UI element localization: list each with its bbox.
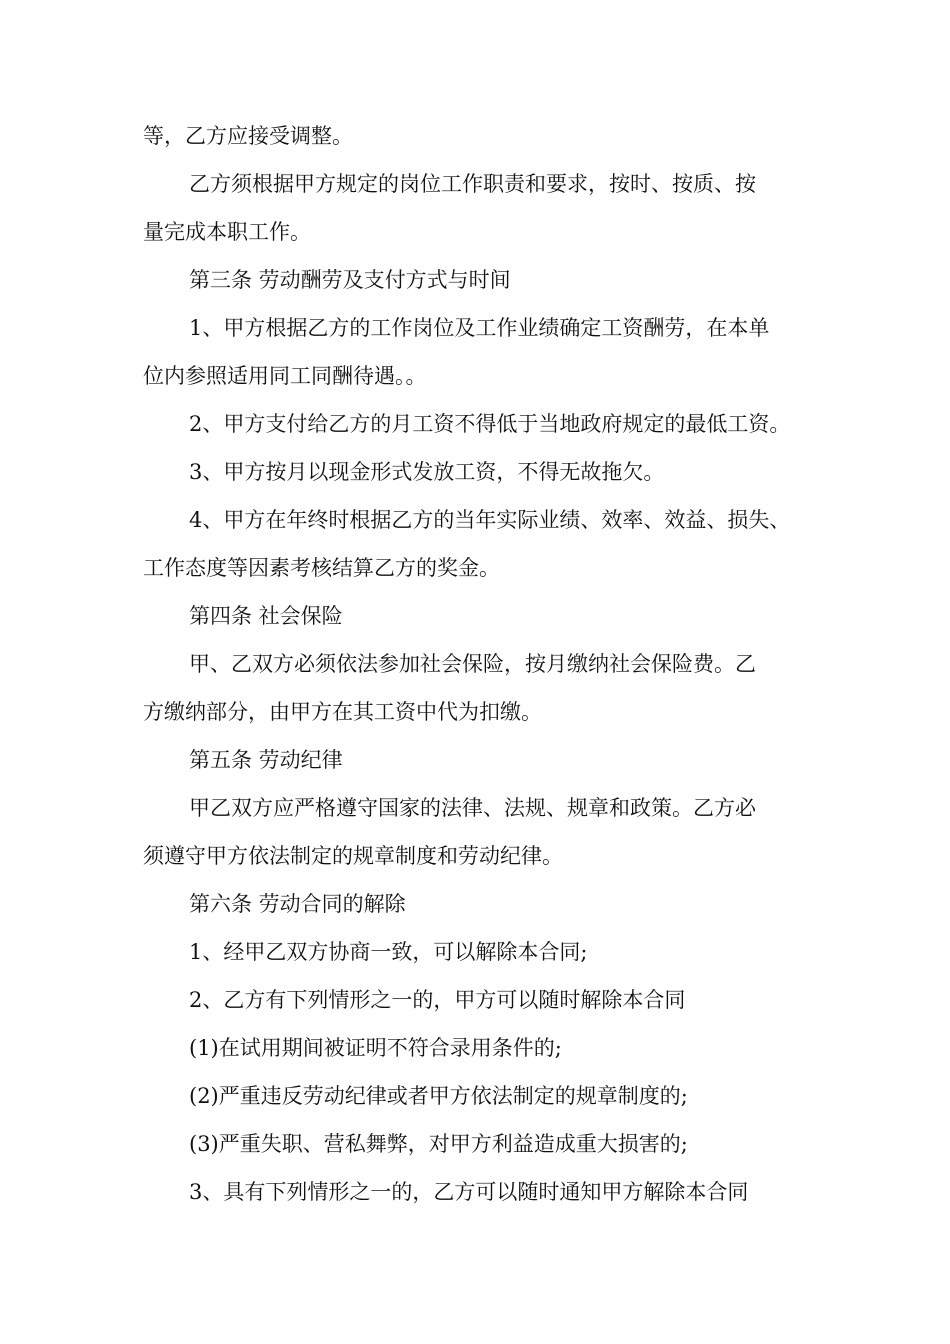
paragraph-line: (1)在试用期间被证明不符合录用条件的; <box>189 1036 562 1060</box>
paragraph-line: 须遵守甲方依法制定的规章制度和劳动纪律。 <box>143 844 563 868</box>
paragraph-line: 3、甲方按月以现金形式发放工资，不得无故拖欠。 <box>189 460 665 484</box>
section-heading: 第五条 劳动纪律 <box>189 748 343 772</box>
paragraph-line: 乙方须根据甲方规定的岗位工作职责和要求，按时、按质、按 <box>189 172 756 196</box>
paragraph-line: 1、经甲乙双方协商一致，可以解除本合同; <box>189 940 588 964</box>
paragraph-line: (3)严重失职、营私舞弊，对甲方利益造成重大损害的; <box>189 1132 688 1156</box>
paragraph-line: 4、甲方在年终时根据乙方的当年实际业绩、效率、效益、损失、 <box>189 508 791 532</box>
paragraph-line: 工作态度等因素考核结算乙方的奖金。 <box>143 556 500 580</box>
paragraph-line: 量完成本职工作。 <box>143 220 311 244</box>
paragraph-line: (2)严重违反劳动纪律或者甲方依法制定的规章制度的; <box>189 1084 688 1108</box>
paragraph-line: 3、具有下列情形之一的，乙方可以随时通知甲方解除本合同 <box>189 1180 749 1204</box>
section-heading: 第四条 社会保险 <box>189 604 343 628</box>
paragraph-line: 等，乙方应接受调整。 <box>143 124 353 148</box>
section-heading: 第六条 劳动合同的解除 <box>189 892 406 916</box>
paragraph-line: 2、甲方支付给乙方的月工资不得低于当地政府规定的最低工资。 <box>189 412 791 436</box>
paragraph-line: 1、甲方根据乙方的工作岗位及工作业绩确定工资酬劳，在本单 <box>189 316 770 340</box>
paragraph-line: 甲、乙双方必须依法参加社会保险，按月缴纳社会保险费。乙 <box>189 652 756 676</box>
paragraph-line: 2、乙方有下列情形之一的，甲方可以随时解除本合同 <box>189 988 686 1012</box>
section-heading: 第三条 劳动酬劳及支付方式与时间 <box>189 268 511 292</box>
paragraph-line: 位内参照适用同工同酬待遇。。 <box>143 364 427 388</box>
document-body <box>143 112 823 1216</box>
paragraph-line: 方缴纳部分，由甲方在其工资中代为扣缴。 <box>143 700 542 724</box>
paragraph-line: 甲乙双方应严格遵守国家的法律、法规、规章和政策。乙方必 <box>189 796 756 820</box>
